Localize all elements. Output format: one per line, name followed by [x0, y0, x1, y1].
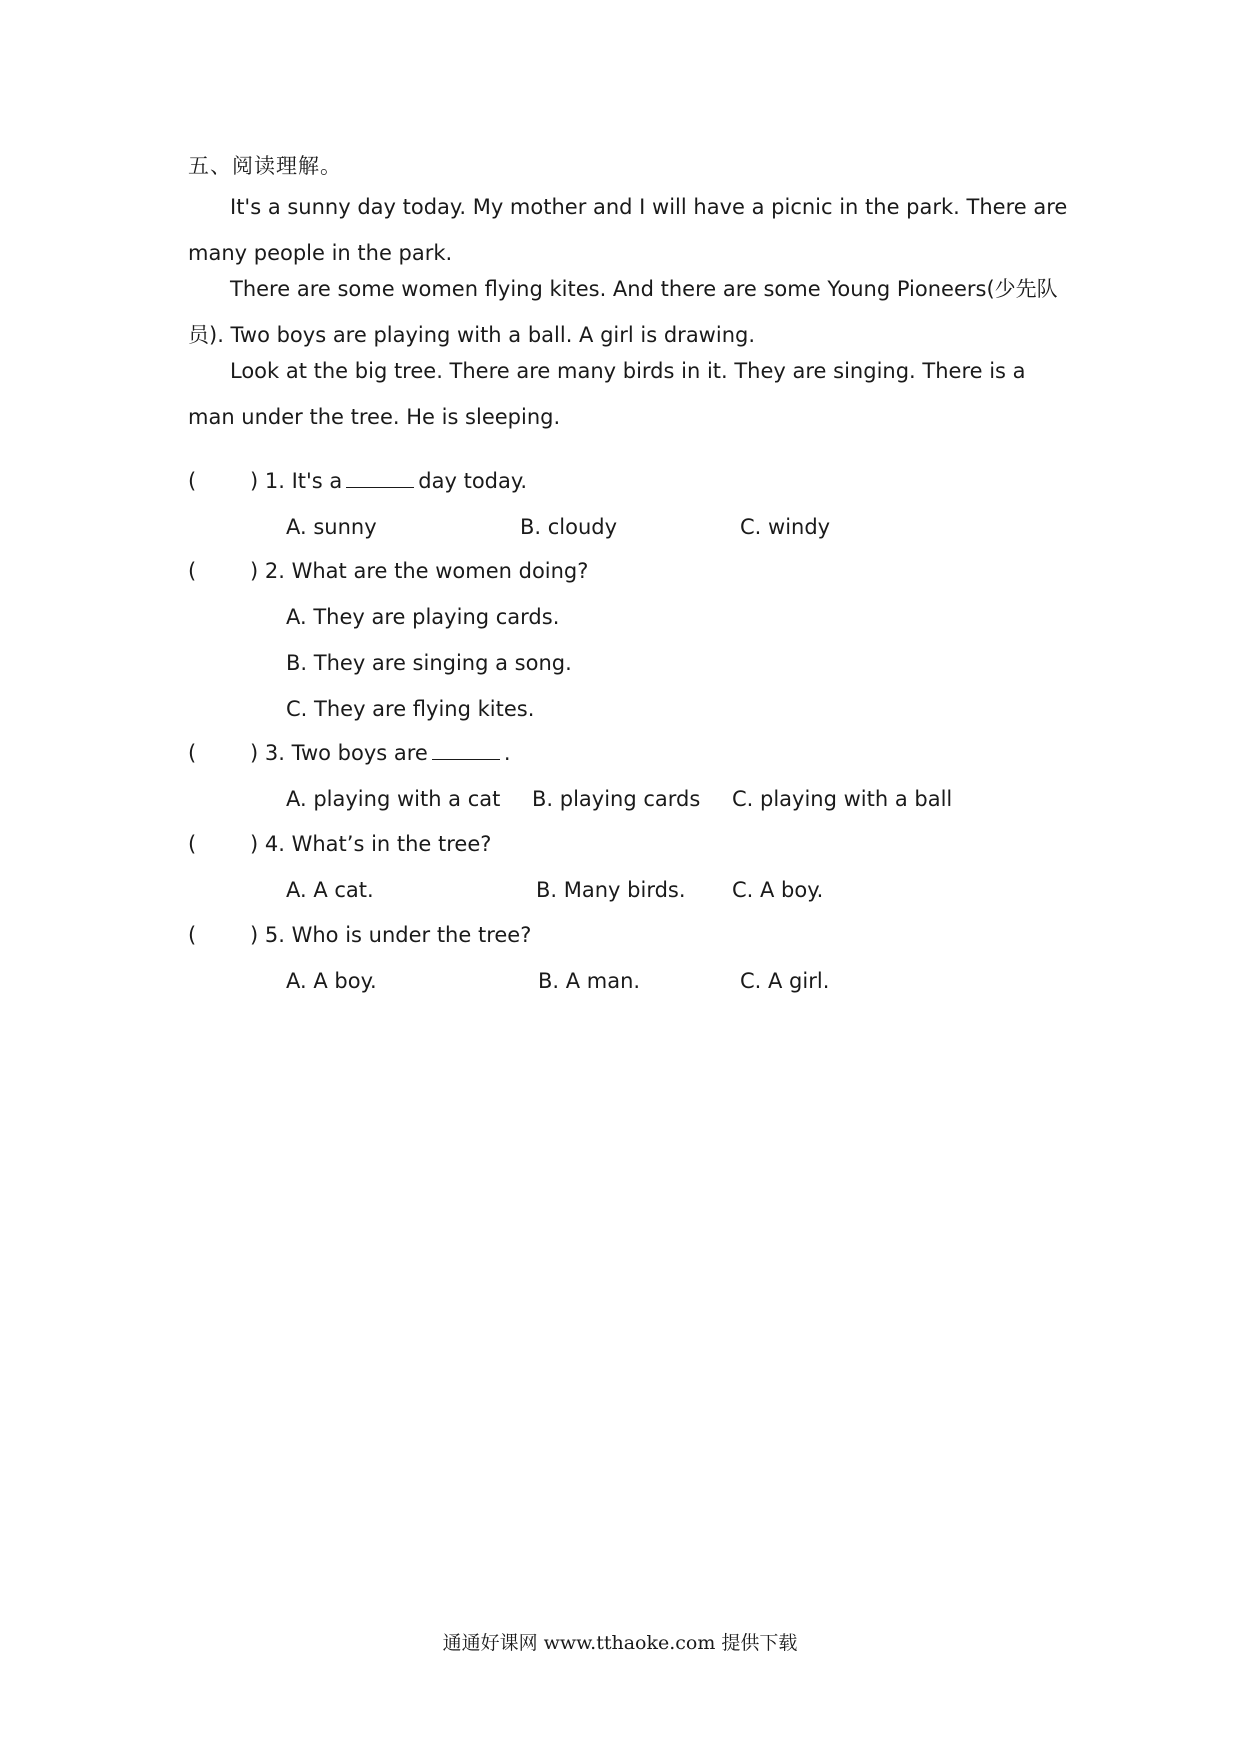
answer-paren-close: ) — [250, 832, 259, 856]
question-stem-end: . — [503, 741, 511, 765]
question-stem: 2. What are the women doing? — [264, 559, 589, 583]
option-2b: B. They are singing a song. — [286, 651, 572, 675]
question-5 — [188, 920, 531, 950]
option-3a: A. playing with a cat — [286, 787, 501, 811]
option-1a: A. sunny — [286, 515, 377, 539]
answer-paren-close: ) — [250, 923, 259, 947]
question-2 — [188, 556, 588, 586]
answer-blank — [346, 467, 414, 488]
question-stem: 4. What’s in the tree? — [264, 832, 492, 856]
answer-paren-open: ( — [188, 469, 197, 493]
option-3b: B. playing cards — [532, 787, 701, 811]
question-stem: 1. It's a — [264, 469, 343, 493]
question-stem: 3. Two boys are — [264, 741, 428, 765]
question-stem-end: day today. — [418, 469, 527, 493]
passage-paragraph-2: There are some women flying kites. And there are some Young Pioneers(少先队员). Two boys are playing with a ball. A girl is drawing. — [188, 277, 1058, 347]
option-2a: A. They are playing cards. — [286, 605, 560, 629]
answer-blank — [432, 739, 500, 760]
option-5b: B. A man. — [538, 969, 641, 993]
question-4 — [188, 829, 491, 859]
option-3c: C. playing with a ball — [732, 787, 953, 811]
option-2c: C. They are flying kites. — [286, 697, 535, 721]
answer-paren-open: ( — [188, 559, 197, 583]
question-stem: 5. Who is under the tree? — [264, 923, 532, 947]
option-4c: C. A boy. — [732, 878, 824, 902]
question-3 — [188, 738, 511, 768]
option-5a: A. A boy. — [286, 969, 377, 993]
option-4a: A. A cat. — [286, 878, 374, 902]
section-title: 五、阅读理解。 — [188, 154, 342, 178]
question-1 — [188, 466, 527, 496]
passage-paragraph-3: Look at the big tree. There are many birds in it. They are singing. There is a man under the tree. He is sleeping. — [188, 359, 1026, 429]
answer-paren-open: ( — [188, 741, 197, 765]
answer-paren-close: ) — [250, 469, 259, 493]
option-4b: B. Many birds. — [536, 878, 686, 902]
option-1b: B. cloudy — [520, 515, 618, 539]
footer-source: 通通好课网 www.tthaoke.com 提供下载 — [442, 1632, 798, 1654]
passage-paragraph-1: It's a sunny day today. My mother and I will have a picnic in the park. There are many people in the park. — [188, 195, 1068, 265]
answer-paren-close: ) — [250, 741, 259, 765]
answer-paren-open: ( — [188, 832, 197, 856]
option-1c: C. windy — [740, 515, 831, 539]
answer-paren-close: ) — [250, 559, 259, 583]
option-5c: C. A girl. — [740, 969, 830, 993]
answer-paren-open: ( — [188, 923, 197, 947]
